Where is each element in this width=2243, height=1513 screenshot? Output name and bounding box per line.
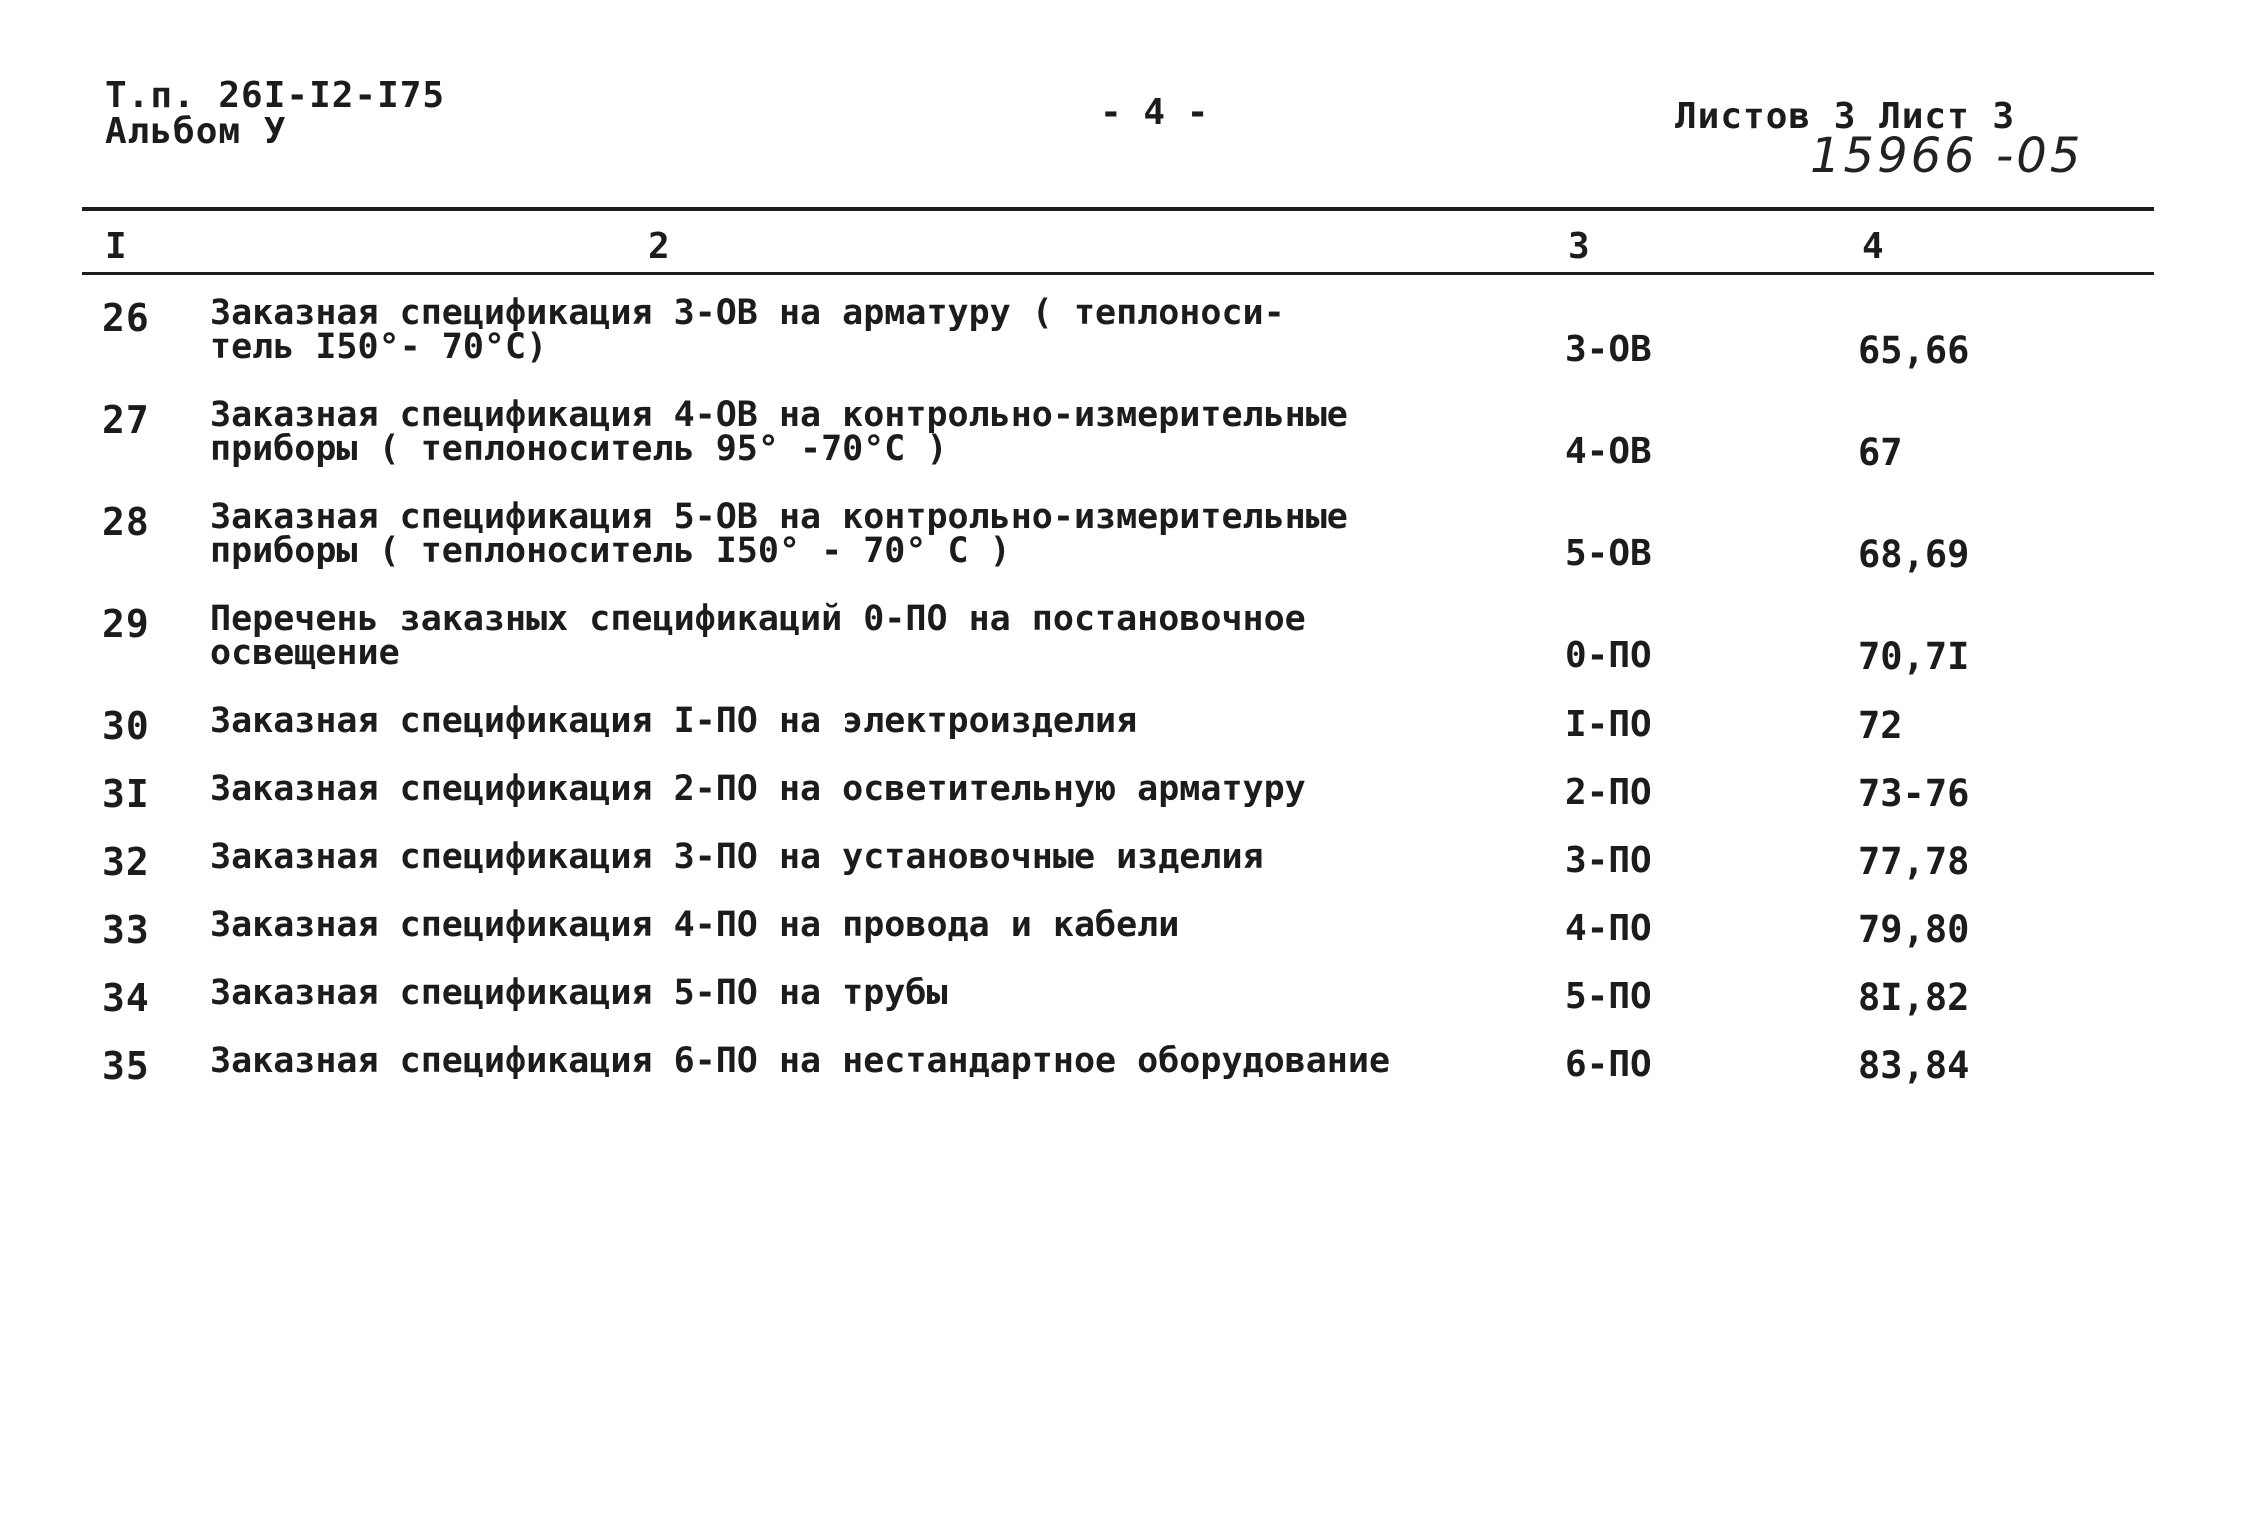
row-pages: 72: [1858, 704, 1903, 747]
description-line: Заказная спецификация 4-ПО на провода и кабели: [210, 905, 1180, 945]
row-description: [210, 837, 1264, 877]
description-line: тель I50°- 70°С): [210, 327, 548, 367]
row-pages: 70,7I: [1858, 635, 1970, 678]
row-code: 3-ОВ: [1565, 329, 1652, 370]
row-description: [210, 497, 1348, 571]
column-header-3: 3: [1568, 226, 1590, 267]
description-line: Заказная спецификация 5-ОВ на контрольно-измерительные: [210, 497, 1348, 537]
row-code: 2-ПО: [1565, 772, 1652, 813]
document-reference: [105, 75, 446, 152]
row-number: 3I: [102, 772, 150, 816]
row-number: 32: [102, 840, 150, 884]
row-pages: 65,66: [1858, 329, 1970, 372]
row-description: [210, 973, 948, 1013]
page-number: - 4 -: [1100, 92, 1209, 133]
row-code: 3-ПО: [1565, 840, 1652, 881]
description-line: освещение: [210, 633, 400, 673]
row-description: [210, 905, 1180, 945]
row-code: 5-ПО: [1565, 976, 1652, 1017]
description-line: Заказная спецификация 5-ПО на трубы: [210, 973, 948, 1013]
column-header-2: 2: [648, 226, 670, 267]
row-pages: 73-76: [1858, 772, 1970, 815]
row-pages: 77,78: [1858, 840, 1970, 883]
row-code: 4-ПО: [1565, 908, 1652, 949]
row-pages: 83,84: [1858, 1044, 1970, 1087]
column-header-1: I: [105, 226, 127, 267]
table-top-rule: [82, 207, 2154, 211]
row-number: 35: [102, 1044, 150, 1088]
description-line: Заказная спецификация 6-ПО на нестандартное оборудование: [210, 1041, 1391, 1081]
description-line: Заказная спецификация 2-ПО на осветительную арматуру: [210, 769, 1306, 809]
description-line: Заказная спецификация 3-ОВ на арматуру ( теплоноси-: [210, 293, 1285, 333]
row-description: [210, 599, 1306, 673]
album-label: Альбом У: [105, 111, 287, 152]
row-number: 28: [102, 500, 150, 544]
sheet-count: Листов 3 Лист 3: [1675, 96, 2016, 137]
row-pages: 8I,82: [1858, 976, 1970, 1019]
row-code: 5-ОВ: [1565, 533, 1652, 574]
row-code: 6-ПО: [1565, 1044, 1652, 1085]
description-line: Заказная спецификация 4-ОВ на контрольно-измерительные: [210, 395, 1348, 435]
row-number: 30: [102, 704, 150, 748]
row-number: 27: [102, 398, 150, 442]
row-number: 34: [102, 976, 150, 1020]
description-line: приборы ( теплоноситель 95° -70°С ): [210, 429, 948, 469]
row-description: [210, 1041, 1391, 1081]
row-number: 26: [102, 296, 150, 340]
column-header-4: 4: [1862, 226, 1884, 267]
row-code: I-ПО: [1565, 704, 1652, 745]
row-pages: 79,80: [1858, 908, 1970, 951]
description-line: Перечень заказных спецификаций 0-ПО на постановочное: [210, 599, 1306, 639]
row-code: 0-ПО: [1565, 635, 1652, 676]
project-code: Т.п. 26I-I2-I75: [105, 75, 446, 116]
row-number: 33: [102, 908, 150, 952]
description-line: приборы ( теплоноситель I50° - 70° С ): [210, 531, 1011, 571]
row-number: 29: [102, 602, 150, 646]
row-pages: 68,69: [1858, 533, 1970, 576]
row-description: [210, 293, 1285, 367]
description-line: Заказная спецификация I-ПО на электроизделия: [210, 701, 1138, 741]
row-pages: 67: [1858, 431, 1903, 474]
row-description: [210, 395, 1348, 469]
description-line: Заказная спецификация 3-ПО на установочные изделия: [210, 837, 1264, 877]
row-code: 4-ОВ: [1565, 431, 1652, 472]
table-header-rule: [82, 272, 2154, 275]
handwritten-doc-number: 15966 -05: [1810, 128, 2084, 184]
row-description: [210, 701, 1138, 741]
row-description: [210, 769, 1306, 809]
